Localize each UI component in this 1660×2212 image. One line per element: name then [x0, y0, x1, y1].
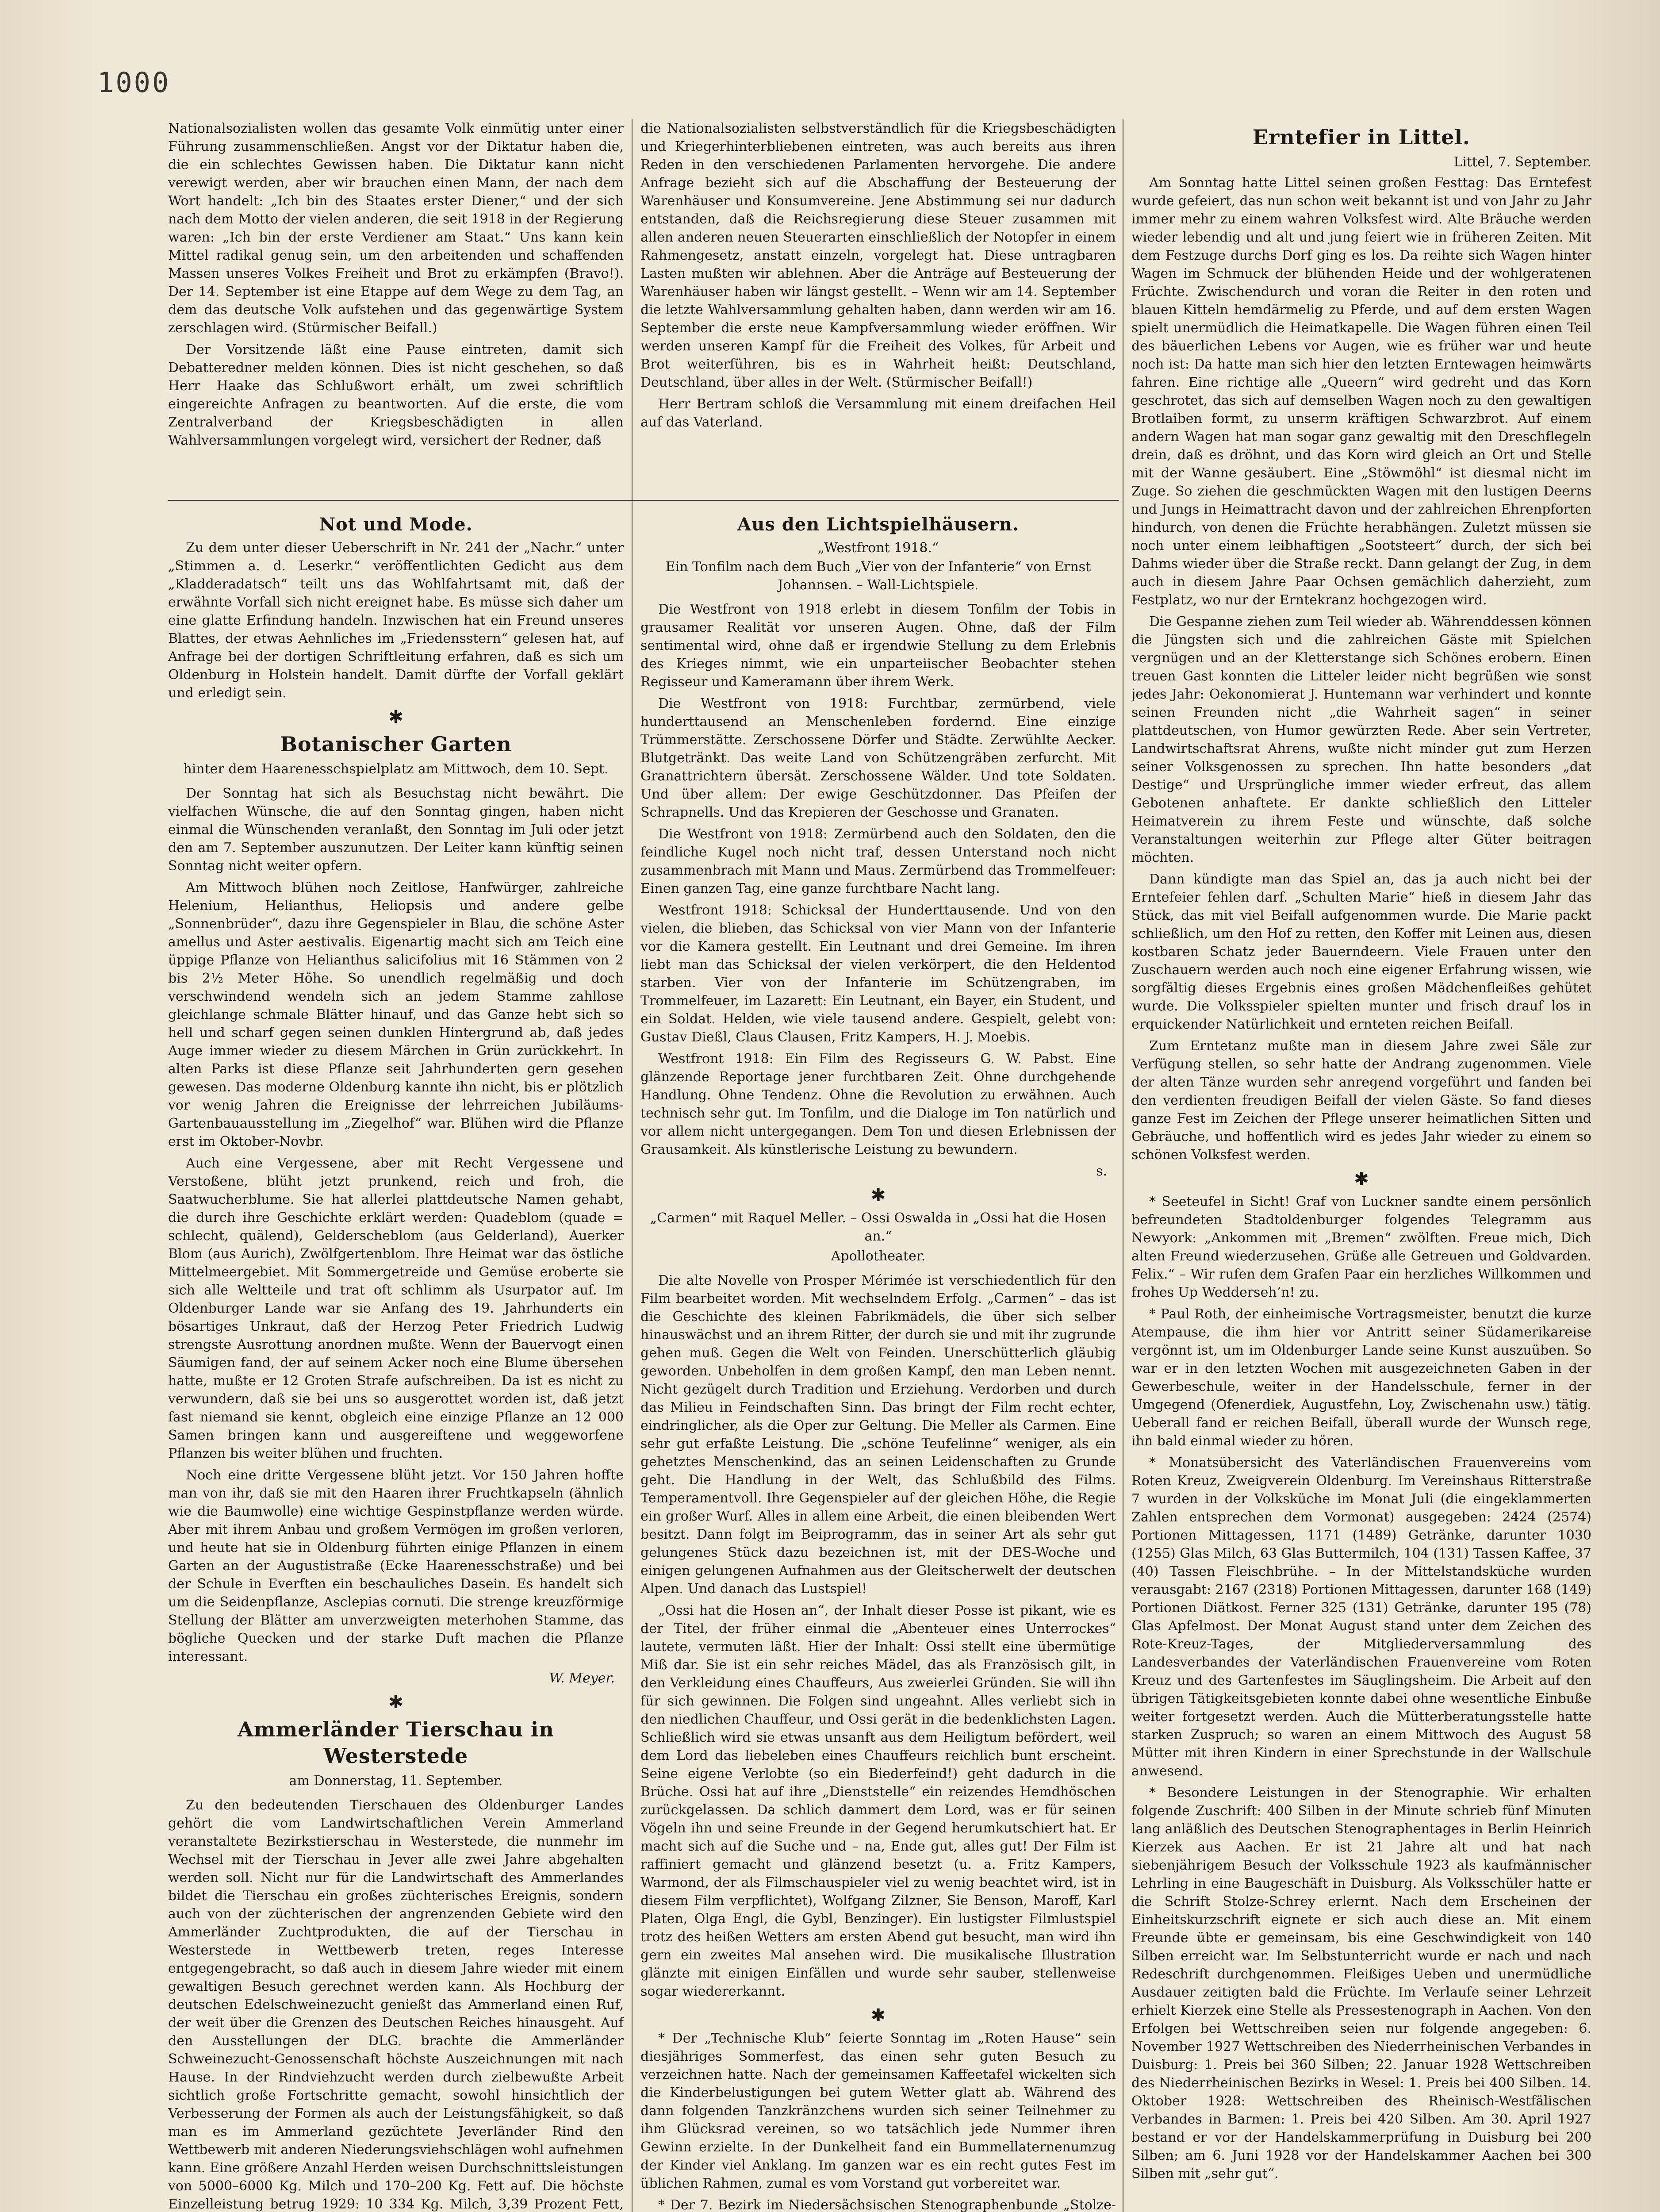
article-continuation-col1	[168, 119, 624, 495]
article-paragraph: Westfront 1918: Ein Film des Regisseurs G. W. Pabst. Eine glänzende Reportage jener furchtbaren Zeit. Ohne durchgehende Handlung. Ohne Tendenz. Ohne die Revolution zu erwähnen. Auch technisch sehr gut. Im Tonfilm, und die Dialoge im Ton natürlich und vor allem nicht untergegangen. Dem Ton und diesen Erlebnissen der Grausamkeit. Als künstlerische Leistung zu bewundern.	[640, 1051, 1116, 1157]
article-paragraph: Westfront 1918: Schicksal der Hunderttausende. Und von den vielen, die blieben, das Schicksal von vier Mann von der Infanterie vor die Kamera gestellt. Ein Leutnant und drei Gemeine. Im ihren liebt man das Schicksal der vielen verkörpert, die den Heldentod starben. Vier von der Infanterie im Schützengraben, im Trommelfeuer, im Lazarett: Ein Leutnant, ein Bayer, ein Student, und ein Soldat. Helden, wie viele tausend andere. Gespielt, gelebt von: Gustav Dießl, Claus Clausen, Fritz Kampers, H. J. Moebis.	[640, 902, 1116, 1045]
article-paragraph: * Besondere Leistungen in der Stenographie. Wir erhalten folgende Zuschrift: 400 Silben in der Minute schrieb fünf Minuten lang anläßlich des Deutschen Stenographentages in Berlin Heinrich Kierzek aus Aachen. Er ist 21 Jahre alt und hat nach siebenjährigem Besuch der Volksschule 1923 als kaufmännischer Lehrling in eine Baugeschäft in Duisburg. Als Volksschüler hatte er die Schrift Stolze-Schrey erlernt. Nach dem Erscheinen der Einheitskurzschrift eignete er sich auch diese an. Mit einem Freunde übte er gemeinsam, bis eine Geschwindigkeit von 140 Silben erreicht war. Im Selbstunterricht wurde er nach und nach Redeschrift durchgenommen. Fleißiges Ueben und unermüdliche Ausdauer zeitigten bald die Früchte. Im Verlaufe seiner Lehrzeit erhielt Kierzek eine Stelle als Pressestenograph in Aachen. Von den Erfolgen bei Wettschreiben seien nur folgende angegeben: 6. November 1927 Wettschreiben des Niederrheinischen Verbandes in Duisburg: 1. Preis bei 360 Silben; 22. Januar 1928 Wettschreiben des Niederrheinischen Bezirks in Wesel: 1. Preis bei 400 Silben. 14. Oktober 1928: Wettschreiben des Rheinisch-Westfälischen Verbandes in Barmen: 1. Preis bei 420 Silben. Am 30. April 1927 bestand er vor der Handelskammerprüfung in Duisburg bei 200 Silben; am 6. Juni 1928 vor der Handelskammer Aachen bei 300 Silben mit „sehr gut“.	[1131, 1785, 1591, 2181]
article-paragraph: Dann kündigte man das Spiel an, das ja auch nicht bei der Erntefeier fehlen darf. „Schulten Marie“ hieß in diesem Jahr das Stück, das mit viel Beifall aufgenommen wurde. Die Marie packt schließlich, um den Hof zu retten, den Koffer mit Leinen aus, diesen kostbaren Schatz jeder Bauerndeern. Viele Frauen unter den Zuschauern werden auch noch eine eigener Erfahrung wissen, wie sorgfältig dieses Ergebnis eines großen Mädchenfleißes gehütet wurde. Die Volksspieler spielten munter und frisch drauf los in erquickender Natürlichkeit und ernteten reichen Beifall.	[1131, 872, 1591, 1032]
separator-star: ✱	[1354, 1169, 1369, 1189]
headline-ammerlaender-tierschau: Ammerländer Tierschau in Westerstede	[238, 1717, 554, 1768]
headline-not-und-mode: Not und Mode.	[319, 514, 473, 535]
column-3	[1131, 119, 1591, 2212]
article-paragraph: Zu den bedeutenden Tierschauen des Oldenburger Landes gehört die vom Landwirtschaftlichen Verein Ammerland veranstaltete Bezirkstierschau in Westerstede, die nunmehr im Wechsel mit der Tierschau in Jever alle zwei Jahre abgehalten werden soll. Nicht nur für die Landwirtschaft des Ammerlandes bildet die Tierschau ein großes züchterisches Ereignis, sondern auch von der züchterischen der angrenzenden Gebiete wird den Ammerländer Zuchtprodukten, die auf der Tierschau in Westerstede in Wettbewerb treten, reges Interesse entgegengebracht, so daß auch in diesem Jahre wieder mit einem gewaltigen Besuch gerechnet werden kann. Als Hochburg der deutschen Edelschweinezucht genießt das Ammerland einen Ruf, der weit über die Grenzen des Deutschen Reiches hinausgeht. Auf den Ausstellungen der DLG. brachte die Ammerländer Schweinezucht-Genossenschaft höchste Auszeichnungen mit nach Hause. In der Rindviehzucht werden durch zielbewußte Arbeit sichtlich große Fortschritte gemacht, sowohl hinsichtlich der Verbesserung der Formen als auch der Leistungsfähigkeit, so daß man es im Ammerland gezüchtete Jeverländer Rind den Wettbewerb mit anderen Niederungsviehschlägen wohl aufnehmen kann. Eine größere Anzahl Herden weisen Durchschnittsleistungen von 5000–6000 Kg. Milch und 170–200 Kg. Fett auf. Die höchste Einzelleistung betrug 1929: 10 334 Kg. Milch, 3,39 Prozent Fett,	[168, 1797, 624, 2212]
column-rule-left	[632, 119, 633, 2212]
article-paragraph: Noch eine dritte Vergessene blüht jetzt. Vor 150 Jahren hoffte man von ihr, daß sie mit den Haaren ihrer Fruchtkapseln (ähnlich wie die Baumwolle) eine wichtige Gespinstpflanze werden würde. Aber mit ihrem Anbau und großem Vermögen im großen verloren, und heute hat sie in Oldenburg führten einige Pflanzen in einem Garten an der Augustistraße (Ecke Haarenesschstraße) und bei der Schule in Everften ein beschauliches Dasein. Es handelt sich um die Seidenpflanze, Asclepias cornuti. Die strenge kreuzförmige Stellung der Blätter am unverzweigten meterhohen Stamme, das bögliche Quecken und der starke Duft machen die Pflanze interessant.	[168, 1467, 624, 1664]
subheadline: am Donnerstag, 11. September.	[289, 1773, 503, 1789]
article-paragraph: Zu dem unter dieser Ueberschrift in Nr. 241 der „Nachr.“ unter „Stimmen a. d. Leserkr.“ veröffentlichten Gedicht aus dem „Kladderadatsch“ teilt uns das Wohlfahrtsamt mit, daß der erwähnte Vorfall sich nicht ereignet habe. Es müsse sich daher um eine glatte Erfindung handeln. Inzwischen hat ein Freund unseres Blattes, der etwas Aehnliches im „Friedensstern“ gelesen hat, auf Anfrage bei der dortigen Schriftleitung erfahren, daß es sich um Oldenburg in Holstein handelt. Damit dürfte der Vorfall geklärt und erledigt sein.	[168, 540, 624, 701]
article-paragraph: Der Vorsitzende läßt eine Pause eintreten, damit sich Debatteredner melden können. Dies ist nicht geschehen, so daß Herr Haake das Schlußwort erhält, um zwei schriftlich eingereichte Anfragen zu beantworten. Auf die erste, die vom Zentralverband der Kriegsbeschädigten in allen Wahlversammlungen vorgelegt wird, versichert der Redner, daß	[168, 342, 624, 448]
author-signature: W. Meyer.	[549, 1671, 615, 1686]
subheadline: Ein Tonfilm nach dem Buch „Vier von der Infanterie“ von Ernst Johannsen. – Wall-Lichtspiele.	[665, 559, 1091, 593]
article-paragraph: * Seeteufel in Sicht! Graf von Luckner sandte einem persönlich befreundeten Stadtoldenburger folgendes Telegramm aus Newyork: „Ankommen mit „Bremen“ zwölften. Freue mich, Dich alten Freund wiederzusehen. Grüße alle Getreuen und Goldvarden. Felix.“ – Wir rufen dem Grafen Paar ein herzliches Willkommen und frohes Up Wedderseh’n! zu.	[1131, 1194, 1591, 1300]
separator-star: ✱	[388, 1692, 403, 1713]
article-paragraph: die Nationalsozialisten selbstverständlich für die Kriegsbeschädigten und Kriegerhinterbliebenen eintreten, was auch bereits aus ihren Reden in den verschiedenen Parlamenten hervorgehe. Die andere Anfrage bezieht sich auf die Abschaffung der Besteuerung der Warenhäuser und Konsumvereine. Jene Abstimmung sei nur dadurch entstanden, daß die Reichsregierung diese Steuer zusammen mit allen anderen neuen Steuerarten einschließlich der Notopfer in einem Rahmengesetz, anstatt einzeln, vorgelegt hat. Diese untragbaren Lasten mußten wir ablehnen. Aber die Anträge auf Besteuerung der Warenhäuser haben wir längst gestellt. – Wenn wir am 14. September die letzte Wahlversammlung gehalten haben, dann werden wir am 16. September die erste neue Kampfversammlung wieder eröffnen. Wir werden unseren Kampf für die Freiheit des Volkes, für Arbeit und Brot weiterführen, bis es in Wahrheit heißt: Deutschland, Deutschland, über alles in der Welt. (Stürmischer Beifall!)	[640, 121, 1116, 390]
article-paragraph: Am Sonntag hatte Littel seinen großen Festtag: Das Erntefest wurde gefeiert, das nun schon weit bekannt ist und von Jahr zu Jahr immer mehr zu einem wahren Volksfest wird. Alte Bräuche werden wieder lebendig und alt und jung feiert wie in früheren Zeiten. Mit dem Festzuge durchs Dorf ging es los. Da reihte sich Wagen hinter Wagen im Schmuck der blühenden Heide und der wohlgeratenen Früchte. Zwischendurch und voran die Reiter in den roten und blauen Kitteln hemdärmelig zu Pferde, und auf dem ersten Wagen spielt unermüdlich die Heimatkapelle. Die Wagen führen einen Teil des bäuerlichen Lebens vor Augen, wie es früher war und heute noch ist: Da hatte man sich hier den letzten Erntewagen heimwärts fahren. Eine richtige alle „Queern“ wird gedreht und das Korn geschrotet, das sich auf demselben Wagen noch zu den gewaltigen Brotlaiben formt, zu unserm kräftigen Schwarzbrot. Auf einem andern Wagen hat man sogar ganz gewaltig mit den Dreschflegeln drein, daß es dröhnt, und das Korn wird gleich an Ort und Stelle mit der Wanne gesäubert. Eine „Stöwmöhl“ ist diesmal nicht im Zuge. So ziehen die geschmückten Wagen mit den lustigen Deerns und Jungs in Heimattracht davon und der zahlreichen Ehrenpforten hindurch, von denen die Früchte herabhängen. Zuletzt müssen sie noch unter einem leibhaftigen „Sootsteert“ durch, der sich bei Dahms wieder über die Straße reckt. Dann gelangt der Zug, in dem auch in diesem Jahre Paar Ochsen gemächlich daherzieht, zum Festplatz, wo nur der Erntekranz hochgezogen wird.	[1131, 175, 1591, 608]
article-paragraph: * Der 7. Bezirk im Niedersächsischen Stenographenbunde „Stolze-	[658, 2197, 1116, 2212]
subheadline: Apollotheater.	[831, 1248, 926, 1264]
article-paragraph: „Ossi hat die Hosen an“, der Inhalt dieser Posse ist pikant, wie es der Titel, der früher einmal die „Abenteuer eines Unterrockes“ lautete, vermuten läßt. Hier der Inhalt: Ossi stellt eine übermütige Miß dar. Sie ist ein sehr reiches Mädel, das als Französisch gilt, in den Verkleidung eines Chauffeurs, Aus zweierlei Gründen. Sie will ihn für sich gewinnen. Die Folgen sind ungeahnt. Alles verliebt sich in den niedlichen Chauffeur, und Ossi gerät in die bedenklichsten Lagen. Schließlich wird sie etwas unsanft aus dem Heiligtum befördert, weil dem Lord das liebeleben eines Chauffeurs reichlich bunt erscheint. Seine eigene Verlobte (so ein Biederfeind!) geht dadurch in die Brüche. Ossi hat auf ihre „Dienststelle“ ein reizendes Hemdhöschen zurückgelassen. Da schlich dammert dem Lord, was er für seinen Vögeln ihn und seine Freunde in der Gegend herumkutschiert hat. Er macht sich auf die Suche und – na, Ende gut, alles gut! Der Film ist raffiniert gemacht und glänzend besetzt (u. a. Fritz Kampers, Warmond, der als Filmschauspieler viel zu wenig beachtet wird, ist in diesem Film verpflichtet), Wolfgang Zilzner, Sie Benson, Maroff, Karl Platen, Olga Engl, die Gybl, Benzinger). Ein lustigster Filmlustspiel trotz des heißen Wetters am ersten Abend gut besucht, man wird ihn gern ein zweites Mal ansehen wird. Die musikalische Illustration glänzte mit einigen Einfällen und wurde sehr sauber, stellenweise sogar wiedererkannt.	[640, 1603, 1116, 1999]
author-signature: s.	[1096, 1164, 1107, 1179]
column-2-lower	[640, 509, 1116, 2212]
separator-star: ✱	[870, 1185, 886, 1206]
separator-star: ✱	[388, 707, 403, 727]
article-paragraph: Am Mittwoch blühen noch Zeitlose, Hanfwürger, zahlreiche Helenium, Helianthus, Heliopsis und andere gelbe „Sonnenbrüder“, dazu ihre Gegenspieler in Blau, die schöne Aster amellus und Aster aestivalis. Eigenartig macht sich am Teich eine üppige Pflanze von Helianthus salicifolius mit 16 Stämmen von 2 bis 2½ Meter Höhe. So unendlich regelmäßig und doch verschwindend wendeln sich an jedem Stamme zahllose gleichlange schmale Blätter hinauf, und das Ganze hebt sich so hell und scharf gegen seinen dunklen Hintergrund ab, daß jedes Auge immer wieder zu diesem Märchen in Grün zurückkehrt. In alten Parks ist diese Pflanze seit Jahrhunderten gern gesehen gewesen. Das moderne Oldenburg kannte ihn nicht, bis er plötzlich vor wenig Jahren die Ereignisse der lehrreichen Jubiläums-Gartenbauausstellung im „Ziegelhof“ war. Blühen wird die Pflanze erst im Oktober-Novbr.	[168, 880, 624, 1149]
page-number: 1000	[97, 66, 171, 99]
article-paragraph: Die Westfront von 1918: Furchtbar, zermürbend, viele hunderttausend an Menschenleben fordernd. Eine einzige Trümmerstätte. Zerschossene Dörfer und Städte. Zerwühlte Aecker. Blutgetränkt. Das weite Land von Schützengräben zerfurcht. Mit Granattrichtern übersät. Zerschossene Wälder. Und tote Soldaten. Und über allem: Der ewige Geschützdonner. Das Pfeifen der Schrapnells. Und das Krepieren der Geschosse und Granaten.	[640, 696, 1116, 820]
dateline: Littel, 7. September.	[1453, 154, 1591, 170]
article-paragraph: Nationalsozialisten wollen das gesamte Volk einmütig unter einer Führung zusammenschließen. Angst vor der Diktatur haben die, die ein schlechtes Gewissen haben. Die Diktatur kann nicht verewigt werden, aber wir brauchen einen Mann, der nach dem Wort handelt: „Ich bin des Staates erster Diener,“ und der sich nach dem Motto der vielen anderen, die seit 1918 in der Regierung waren: „Ich bin der erste Verdiener am Staat.“ Uns kann kein Mittel radikal genug sein, um den arbeitenden und schaffenden Massen unseres Volkes Freiheit und Brot zu erkämpfen (Bravo!). Der 14. September ist eine Etappe auf dem Wege zu dem Tag, an dem das deutsche Volk aufstehen und das gegenwärtige System zerschlagen wird. (Stürmischer Beifall.)	[168, 121, 624, 336]
headline-botanischer-garten: Botanischer Garten	[280, 732, 512, 756]
column-1-lower	[168, 509, 624, 2212]
subheadline-carmen: „Carmen“ mit Raquel Meller. – Ossi Oswalda in „Ossi hat die Hosen an.“	[650, 1210, 1107, 1244]
article-paragraph: Die Gespanne ziehen zum Teil wieder ab. Währenddessen können die Jüngsten sich und die zahlreichen Gäste mit Spielchen vergnügen und an der Kletterstange sich Schönes erobern. Einen treuen Gast konnten die Litteler leider nicht begrüßen wie sonst jedes Jahr: Oekonomierat J. Huntemann war verhindert und konnte seinen Freunden nicht „die Wahrheit sagen“ in seiner plattdeutschen, von Humor gewürzten Rede. Aber sein Vertreter, Landwirtschaftsrat Ahrens, wußte nicht minder gut zum Herzen seiner Volksgenossen zu sprechen. Ihn hatte besonders „dat Destige“ und Ursprüngliche immer wieder erfreut, das allem Gebotenen anhaftete. Er dankte schließlich den Litteler Heimatverein zu ihrem Feste und wünschte, daß solche Veranstaltungen weiterhin zur Pflege alter Güter beitragen möchten.	[1131, 614, 1591, 865]
subheadline: hinter dem Haarenesschspielplatz am Mittwoch, dem 10. Sept.	[183, 761, 609, 777]
article-paragraph: * Monatsübersicht des Vaterländischen Frauenvereins vom Roten Kreuz, Zweigverein Oldenburg. Im Vereinshaus Ritterstraße 7 wurden in der Volksküche im Monat Juli (die eingeklammerten Zahlen entsprechen dem Vormonat) ausgegeben: 2424 (2574) Portionen Mittagessen, 1171 (1489) Getränke, darunter 1030 (1255) Glas Milch, 63 Glas Buttermilch, 104 (131) Tassen Kaffee, 37 (40) Tassen Fleischbrühe. – In der Mittelstandsküche wurden verausgabt: 2167 (2318) Portionen Mittagessen, darunter 168 (149) Portionen Diätkost. Ferner 325 (131) Getränke, darunter 195 (78) Glas Apfelmost. Der Monat August stand unter dem Zeichen des Rote-Kreuz-Tages, der Mitgliederversammlung des Landesverbandes der Vaterländischen Frauenvereine vom Roten Kreuz und des Gartenfestes im Säuglingsheim. Die Arbeit auf den übrigen Tätigkeitsgebieten konnte dabei ohne wesentliche Einbuße weiter fortgesetzt werden. Auch die Mütterberatungsstelle hatte starken Zuspruch; so waren an einem Mittwoch des August 58 Mütter mit ihren Kindern in einer Sprechstunde in der Wallschule anwesend.	[1131, 1455, 1591, 1779]
headline-erntefier: Erntefier in Littel.	[1252, 125, 1471, 149]
article-paragraph: * Der „Technische Klub“ feierte Sonntag im „Roten Hause“ sein diesjähriges Sommerfest, das einen sehr guten Besuch zu verzeichnen hatte. Nach der gemeinsamen Kaffeetafel wickelten sich die Kinderbelustigungen bei gutem Wetter glatt ab. Während des dann folgenden Tanzkränzchens wurden sich seiner Teilnehmer zu ihm Glücksrad vereinen, so wo tatsächlich jede Nummer ihren Gewinn erzielte. In der Dunkelheit fand ein Bummellaternenumzug der Kinder viel Anklang. Im ganzen war es ein recht gutes Fest im üblichen Rahmen, zumal es vom Vorstand gut vorbereitet war.	[640, 2031, 1116, 2191]
article-paragraph: Die Westfront von 1918 erlebt in diesem Tonfilm der Tobis in grausamer Realität vor unseren Augen. Ohne, daß der Film sentimental wird, ohne daß er irgendwie Stellung zu dem Erlebnis des Krieges nimmt, wie ein unparteiischer Beobachter stehen Regisseur und Kameramann über ihrem Werk.	[640, 602, 1116, 690]
article-paragraph: Auch eine Vergessene, aber mit Recht Vergessene und Verstoßene, blüht jetzt prunkend, reich und froh, die Saatwucherblume. Sie hat allerlei plattdeutsche Namen gehabt, die durch ihre Geschichte erklärt werden: Quadeblom (quade = schlecht, quälend), Gelderscheblom (aus Gelderland), Auerker Blom (aus Aurich), Zwölfgertenblom. Ihre Heimat war das östliche Mittelmeergebiet. Mit Sommergetreide und Gemüse eroberte sie sich alle Weltteile und trat oft schlimm als Usurpator auf. Im Oldenburger Lande war sie Anfang des 19. Jahrhunderts ein bösartiges Unkraut, daß der Herzog Peter Friedrich Ludwig strengste Ausrottung anordnen mußte. Wenn der Bauervogt einen Säumigen fand, der auf seinem Acker noch eine Blume übersehen hatte, mußte er 12 Groten Strafe aufschreiben. Da ist es nicht zu verwundern, daß sie bei uns so ausgerottet worden ist, daß jetzt fast niemand sie kennt, obgleich eine einzige Pflanze an 12 000 Samen bringen kann und ausgereiftene und weggeworfene Pflanzen bis weiter blühen und fruchten.	[168, 1156, 624, 1461]
article-paragraph: Herr Bertram schloß die Versammlung mit einem dreifachen Heil auf das Vaterland.	[640, 396, 1116, 430]
article-paragraph: Zum Erntetanz mußte man in diesem Jahre zwei Säle zur Verfügung stellen, so sehr hatte der Andrang zugenommen. Viele der alten Tänze wurden sehr anregend vorgeführt und fanden bei den verdienten freudigen Beifall der vielen Gäste. So fand dieses ganze Fest im Zeichen der Pflege unserer heimatlichen Sitten und Gebräuche, und hoffentlich wird es jedes Jahr wieder zu einem so schönen Volksfest werden.	[1131, 1038, 1591, 1163]
article-continuation-col2	[640, 119, 1116, 495]
separator-star: ✱	[870, 2005, 886, 2026]
article-paragraph: Der Sonntag hat sich als Besuchstag nicht bewährt. Die vielfachen Wünsche, die auf den Sonntag gingen, haben nicht einmal die Wünschenden veranlaßt, den Sonntag im Juli oder jetzt den am 7. September auszunutzen. Der Leiter kann künftig seinen Sonntag nicht weiter opfern.	[168, 786, 624, 874]
subheadline: „Westfront 1918.“	[817, 540, 939, 556]
article-paragraph: Die Westfront von 1918: Zermürbend auch den Soldaten, den die feindliche Kugel noch nicht traf, dessen Unterstand noch nicht zusammenbrach mit Mann und Maus. Zermürbend das Trommelfeuer: Einen ganzen Tag, eine ganze furchtbare Nacht lang.	[640, 826, 1116, 896]
article-paragraph: Die alte Novelle von Prosper Mérimée ist verschiedentlich für den Film bearbeitet worden. Mit wechselndem Erfolg. „Carmen“ – das ist die Geschichte des kleinen Fabrikmädels, die über sich selber hinauswächst und an ihrem Ritter, der durch sie und mit ihr zugrunde gehen muß. Gegen die Welt von Feinden. Unerschütterlich gläubig geworden. Unbeholfen in dem großen Kampf, den man Leben nennt. Nicht gezügelt durch Tradition und Erziehung. Verdorben und durch das Milieu in Feindschaften Sinn. Das bringt der Film recht echter, eindringlicher, als die Oper zur Geltung. Die Meller als Carmen. Eine sehr gut erfaßte Leistung. Die „schöne Teufelinne“ weniger, als ein gehetztes Menschenkind, das an seinen Leidenschaften zu Grunde geht. Die Handlung in der Welt, das Schlußbild des Films. Temperamentvoll. Ihre Gegenspieler auf der gleichen Höhe, die Regie ein großer Wurf. Alles in allem eine Arbeit, die einen bleibenden Wert besitzt. Dann folgt im Beiprogramm, das in seiner Art als sehr gut gelungenes Stück dazu bezeichnen ist, mit der DES-Woche und einigen gelungenen Aufnahmen aus der Gleitscherwelt der deutschen Alpen. Und danach das Lustspiel!	[640, 1273, 1116, 1597]
headline-lichtspielhaeuser: Aus den Lichtspielhäusern.	[737, 514, 1019, 535]
article-paragraph: * Paul Roth, der einheimische Vortragsmeister, benutzt die kurze Atempause, die ihm hier vor Antritt seiner Südamerikareise vergönnt ist, um im Oldenburger Lande seine Kunst auszuüben. So war er in den letzten Wochen mit ausgezeichneten Gaben in der Gewerbeschule, weiter in der Handelsschule, ferner in der Umgegend (Ofenerdiek, Augustfehn, Loy, Zwischenahn usw.) tätig. Ueberall fand er reichen Beifall, überall wurde der Wunsch rege, ihn bald einmal wieder zu hören.	[1131, 1306, 1591, 1449]
section-rule-top	[168, 500, 1119, 501]
